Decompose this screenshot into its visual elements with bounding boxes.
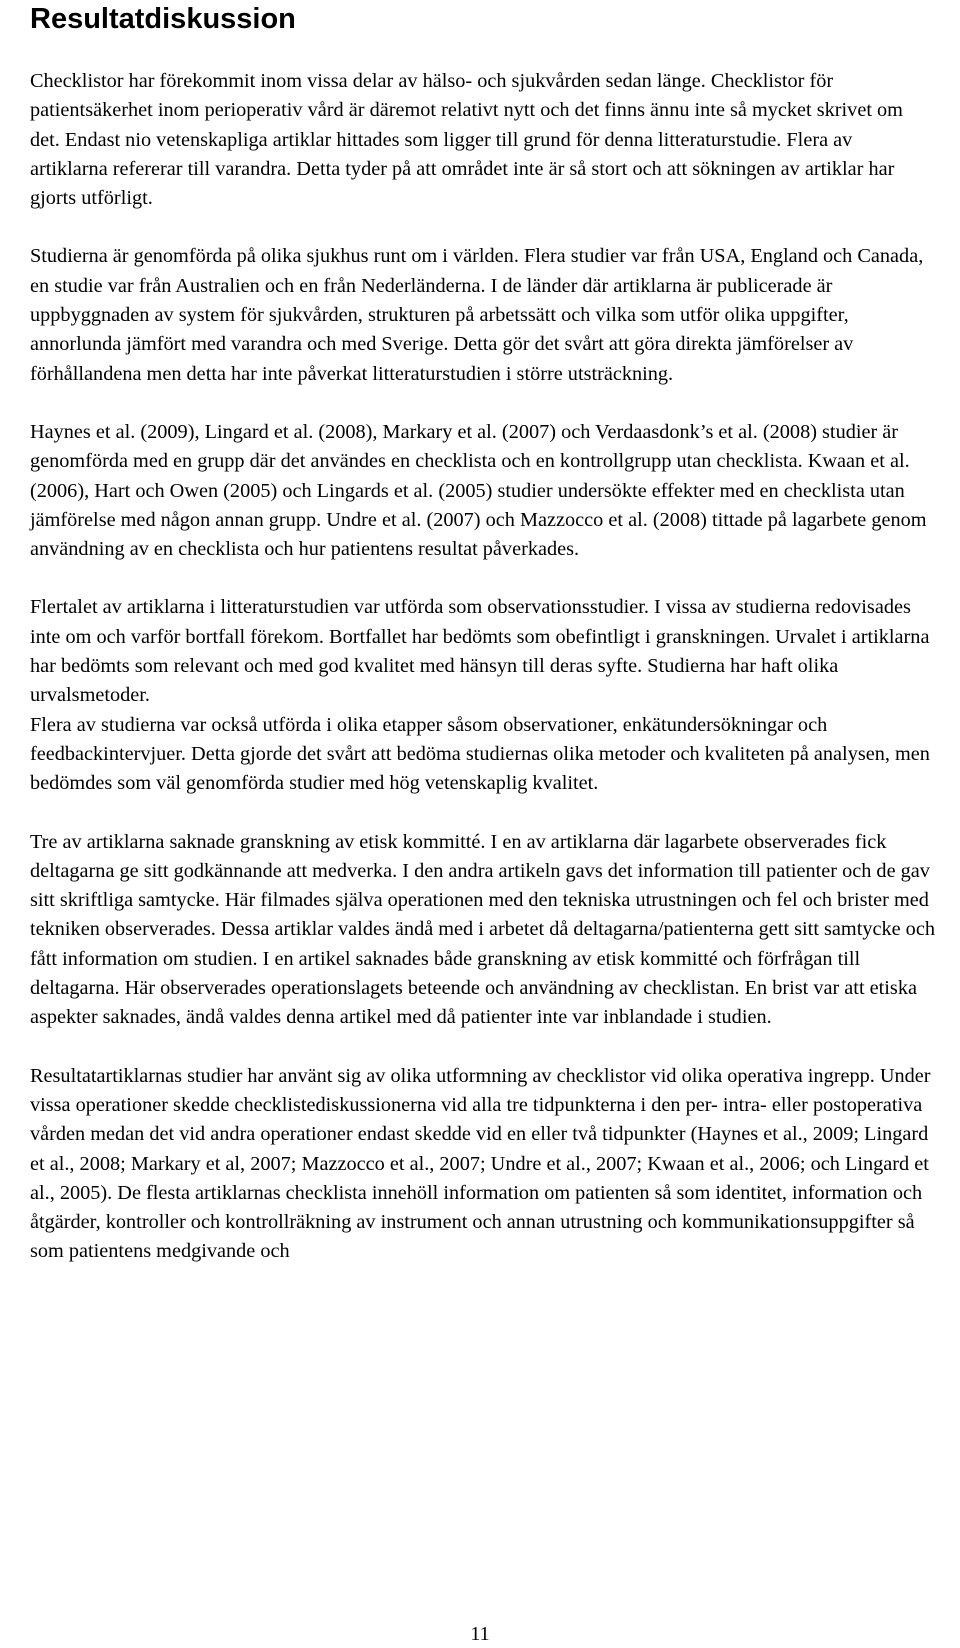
paragraph-observational: Flertalet av artiklarna i litteraturstudien var utförda som observationsstudier. I vissa av studierna redovisades inte om och varför bortfall förekom. Bortfallet har bedömts som obefintligt i granskningen. Urvalet i artiklarna har bedömts som relevant och med god kvalitet med hänsyn till deras syfte. Studierna har haft olika urvalsmetoder. xyxy=(30,596,930,707)
paragraph-study-design: Haynes et al. (2009), Lingard et al. (2008), Markary et al. (2007) och Verdaasdonk’s et al. (2008) studier är genomförda med en grupp där det användes en checklista och en kontrollgrupp utan checklista. Kwaan et al. (2006), Hart och Owen (2005) och Lingards et al. (2005) studier undersökte effekter med en checklista utan jämförelse med någon annan grupp. Undre et al. (2007) och Mazzocco et al. (2008) tittade på lagarbete genom användning av en checklista och hur patientens resultat påverkades. xyxy=(30,420,927,561)
paragraph-stages: Flera av studierna var också utförda i olika etapper såsom observationer, enkätundersökningar och feedbackintervjuer. Detta gjorde det svårt att bedöma studiernas olika metoder och kvaliteten på analysen, men bedömdes som väl genomförda studier med hög vetenskaplig kvalitet. xyxy=(30,713,930,795)
paragraph-checklist-design: Resultatartiklarnas studier har använt sig av olika utformning av checklistor vid olika operativa ingrepp. Under vissa operationer skedde checklistediskussionerna vid alla tre tidpunkterna i den per- intra- eller postoperativa vården medan det vid andra operationer endast skedde vid en eller två tidpunkter (Haynes et al., 2009; Lingard et al., 2008; Markary et al, 2007; Mazzocco et al., 2007; Undre et al., 2007; Kwaan et al., 2006; och Lingard et al., 2005). De flesta artiklarnas checklista innehöll information om patienten så som identitet, information och åtgärder, kontroller och kontrollräkning av instrument och annan utrustning och kommunikationsuppgifter så som patientens medgivande och xyxy=(30,1064,931,1263)
paragraph-ethics: Tre av artiklarna saknade granskning av etisk kommitté. I en av artiklarna där lagarbete observerades fick deltagarna ge sitt godkännande att medverka. I den andra artikeln gavs det information till patienter och de gav sitt skriftliga samtycke. Här filmades själva operationen med den tekniska utrustningen och fel och brister med tekniken observerades. Dessa artiklar valdes ändå med i arbetet då deltagarna/patienterna gett sitt samtycke och fått information om studien. I en artikel saknades både granskning av etisk kommitté och förfrågan till deltagarna. Här observerades operationslagets beteende och användning av checklistan. En brist var att etiska aspekter saknades, ändå valdes denna artikel med då patienter inte var inblandade i studien. xyxy=(30,830,935,1029)
page-title: Resultatdiskussion xyxy=(30,3,296,35)
page-number: 11 xyxy=(470,1623,490,1645)
document-page xyxy=(30,0,935,1267)
paragraph-intro: Checklistor har förekommit inom vissa delar av hälso- och sjukvården sedan länge. Checklistor för patientsäkerhet inom perioperativ vård är däremot relativt nytt och det finns ännu inte så mycket skrivet om det. Endast nio vetenskapliga artiklar hittades som ligger till grund för denna litteraturstudie. Flera av artiklarna refererar till varandra. Detta tyder på att området inte är så stort och att sökningen av artiklar har gjorts utförligt. xyxy=(30,70,903,210)
paragraph-hospitals: Studierna är genomförda på olika sjukhus runt om i världen. Flera studier var från USA, England och Canada, en studie var från Australien och en från Nederländerna. I de länder där artiklarna är publicerade är uppbyggnaden av system för sjukvården, strukturen på arbetssätt och vilka som utför olika uppgifter, annorlunda jämfört med varandra och med Sverige. Detta gör det svårt att göra direkta jämförelser av förhållandena men detta har inte påverkat litteraturstudien i större utsträckning. xyxy=(30,245,924,385)
